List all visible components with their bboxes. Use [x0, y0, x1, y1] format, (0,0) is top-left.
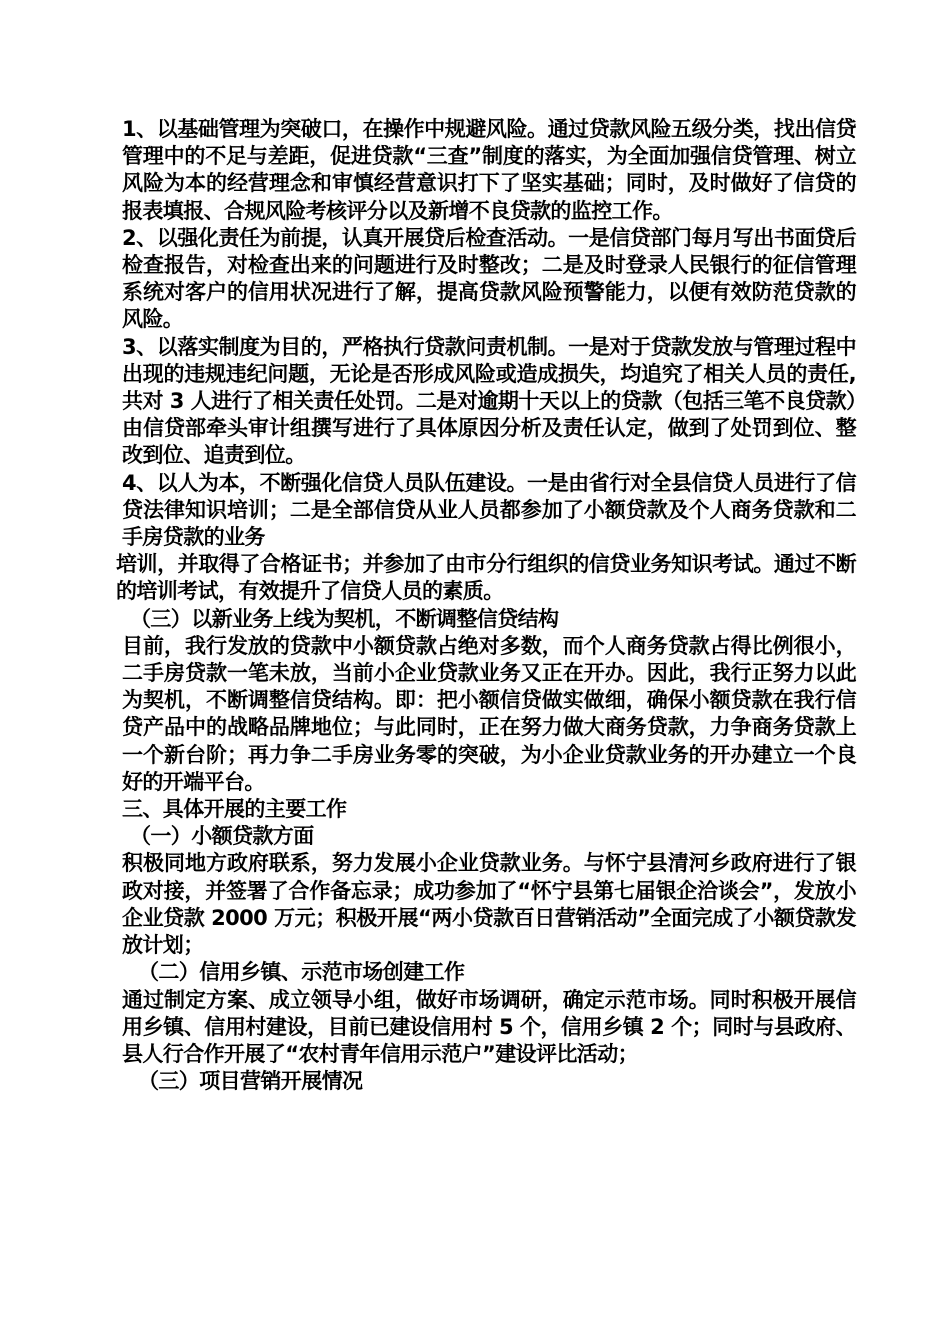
document-page: [116, 116, 856, 1095]
paragraph-6: 积极同地方政府联系，努力发展小企业贷款业务。与怀宁县清河乡政府进行了银政对接，并签署了合作备忘录；成功参加了“怀宁县第七届银企洽谈会”，发放小企业贷款 2000 万元；积极开展“两小贷款百日营销活动”全面完成了小额贷款发放计划；: [122, 851, 856, 958]
paragraph-3: 3、以落实制度为目的，严格执行贷款问责机制。一是对于贷款发放与管理过程中出现的违规违纪问题，无论是否形成风险或造成损失，均追究了相关人员的责任,共对 3 人进行了相关责任处罚。二是对逾期十天以上的贷款（包括三笔不良贷款）由信贷部牵头审计组撰写进行了具体原因分析及责任认定，做到了处罚到位、整改到位、追责到位。: [122, 334, 856, 468]
paragraph-4a: 4、以人为本，不断强化信贷人员队伍建设。一是由省行对全县信贷人员进行了信贷法律知识培训；二是全部信贷从业人员都参加了小额贷款及个人商务贷款和二手房贷款的业务: [122, 470, 856, 550]
section-heading-credit-towns: （二）信用乡镇、示范市场创建工作: [138, 960, 465, 985]
paragraph-1: 1、以基础管理为突破口，在操作中规避风险。通过贷款风险五级分类，找出信贷管理中的不足与差距，促进贷款“三查”制度的落实，为全面加强信贷管理、树立风险为本的经营理念和审慎经营意识打下了坚实基础；同时，及时做好了信贷的报表填报、合规风险考核评分以及新增不良贷款的监控工作。: [122, 117, 856, 223]
paragraph-5: 目前，我行发放的贷款中小额贷款占绝对多数，而个人商务贷款占得比例很小，二手房贷款一笔未放，当前小企业贷款业务又正在开办。因此，我行正努力以此为契机，不断调整信贷结构。即：把小额信贷做实做细，确保小额贷款在我行信贷产品中的战略品牌地位；与此同时，正在努力做大商务贷款，力争商务贷款上一个新台阶；再力争二手房业务零的突破，为小企业贷款业务的开办建立一个良好的开端平台。: [122, 633, 856, 794]
paragraph-2: 2、以强化责任为前提，认真开展贷后检查活动。一是信贷部门每月写出书面贷后检查报告，对检查出来的问题进行及时整改；二是及时登录人民银行的征信管理系统对客户的信用状况进行了解，提高贷款风险预警能力，以便有效防范贷款的风险。: [122, 225, 856, 332]
section-heading-project-marketing: （三）项目营销开展情况: [138, 1069, 363, 1094]
section-heading-main-work: 三、具体开展的主要工作: [122, 797, 347, 822]
section-heading-new-business: （三）以新业务上线为契机，不断调整信贷结构: [130, 606, 559, 631]
section-heading-micro-loans: （一）小额贷款方面: [130, 824, 314, 849]
paragraph-4b: 培训，并取得了合格证书；并参加了由市分行组织的信贷业务知识考试。通过不断的培训考试，有效提升了信贷人员的素质。: [116, 552, 856, 604]
paragraph-7: 通过制定方案、成立领导小组，做好市场调研，确定示范市场。同时积极开展信用乡镇、信用村建设，目前已建设信用村 5 个，信用乡镇 2 个；同时与县政府、县人行合作开展了“农村青年信用示范户”建设评比活动；: [122, 987, 856, 1066]
